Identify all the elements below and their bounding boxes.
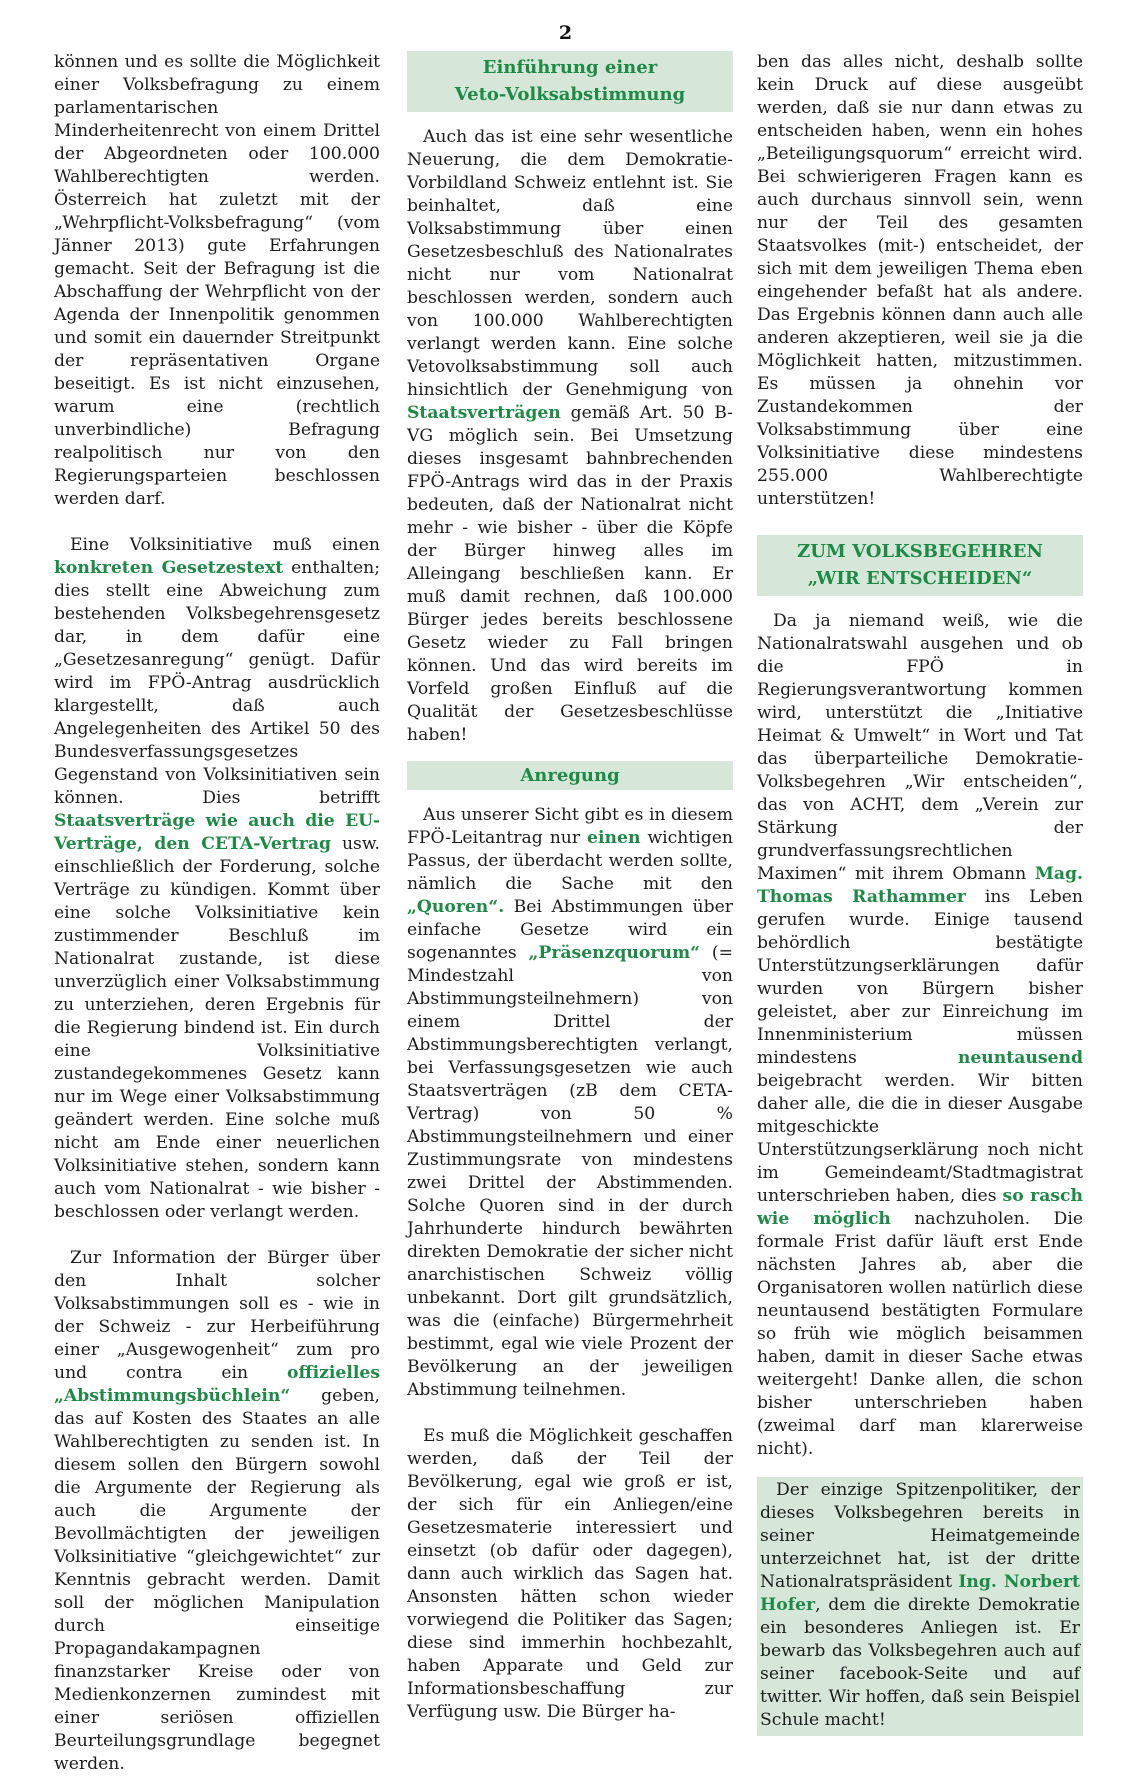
highlight-gesetzestext: konkreten Gesetzestext: [54, 558, 284, 578]
page-number: 2: [558, 22, 573, 44]
column-middle: [407, 51, 733, 1724]
highlight-quoren: „Quoren“.: [407, 897, 505, 917]
paragraph-moeglichkeit: Es muß die Möglichkeit geschaffen werden, daß der Teil der Bevölkerung, egal wie groß er ist, der sich für ein Anliegen/eine Gesetzesmaterie interessiert und einsetzt (ob dafür oder dagegen), dann auch wirklich das Sagen hat. Ansonsten hätten schon wieder vorwiegend die Politiker das Sagen; diese sind immerhin hochbezahlt, haben Apparate und Geld zur Informationsbeschaffung zur Verfügung usw. Die Bürger ha-: [407, 1426, 733, 1722]
highlight-praesenzquorum: „Präsenzquorum“: [528, 943, 701, 963]
highlight-neuntausend: neuntausend: [957, 1048, 1083, 1068]
heading-veto-volksabstimmung: Einführung einer Veto-Volksabstimmung: [407, 51, 733, 112]
column-right: [757, 51, 1083, 1736]
heading-anregung: Anregung: [407, 761, 733, 790]
paragraph-beteiligungsquorum: ben das alles nicht, deshalb sollte kein Druck auf diese ausgeübt werden, daß sie nur dann etwas zu entscheiden haben, wenn ein hohes „Beteiligungsquorum“ erreicht wird. Bei schwierigeren Fragen kann es auch durchaus sinnvoll sein, wenn nur der Teil des gesamten Staatsvolkes (mit-) entscheidet, der sich mit dem jeweiligen Thema eben eingehender befaßt hat als andere. Das Ergebnis können dann auch alle anderen akzeptieren, weil sie ja die Möglichkeit hatten, mitzustimmen. Es müssen ja ohnehin vor Zustandekommen der Volksabstimmung über eine Volksinitiative diese mindestens 255.000 Wahlberechtigte unterstützen!: [757, 52, 1083, 509]
paragraph-wehrpflicht: können und es sollte die Möglichkeit einer Volksbefragung zu einem parlamentarischen Minderheitenrecht von einem Drittel der Abgeordneten oder 100.000 Wahlberechtigten werden. Österreich hat zuletzt mit der „Wehrpflicht-Volksbefragung“ (vom Jänner 2013) gute Erfahrungen gemacht. Seit der Befragung ist die Abschaffung der Wehrpflicht von der Agenda der Innenpolitik genommen und somit ein dauernder Streitpunkt der repräsentativen Organe beseitigt. Es ist nicht einzusehen, warum eine (rechtlich unverbindliche) Befragung realpolitisch nur von den Regierungsparteien beschlossen werden darf.: [54, 52, 380, 509]
boxed-paragraph-hofer: Der einzige Spitzenpolitiker, der dieses Volksbegehren bereits in seiner Heimatgemeinde unterzeichnet hat, ist der dritte Nationalratspräsident Ing. Norbert Hofer, dem die direkte Demokratie ein besonderes Anliegen ist. Er bewarb das Volksbegehren auch auf seiner facebook-Seite und auf twitter. Wir hoffen, daß sein Beispiel Schule macht!: [757, 1477, 1083, 1736]
highlight-einen: einen: [587, 828, 641, 848]
paragraph-quoren: Aus unserer Sicht gibt es in diesem FPÖ-Leitantrag nur einen wichtigen Passus, der überdacht werden sollte, nämlich die Sache mit den „Quoren“. Bei Abstimmungen über einfache Gesetze wird ein sogenanntes „Präsenzquorum“ (= Mindestzahl von Abstimmungsteilnehmern) von einem Drittel der Abstimmungsberechtigten verlangt, bei Verfassungsgesetzen wie auch Staatsverträgen (zB dem CETA-Vertrag) von 50 % Abstimmungsteilnehmern und einer Zustimmungsrate von mindestens zwei Drittel der Abstimmenden. Solche Quoren sind in der durch Jahrhunderte hindurch bewährten direkten Demokratie der sicher nicht anarchistischen Schweiz völlig unbekannt. Dort gilt grundsätzlich, was die (einfache) Bürgermehrheit bestimmt, egal wie viele Prozent der Bevölkerung an der jeweiligen Abstimmung teilnehmen.: [407, 805, 733, 1400]
highlight-staatsvertraegen: Staatsverträgen: [407, 403, 561, 423]
paragraph-volksinitiative: Eine Volksinitiative muß einen konkreten Gesetzestext enthalten; dies stellt eine Abweichung zum bestehenden Volksbegehrensgesetz dar, in dem dafür eine „Gesetzesanregung“ genügt. Dafür wird im FPÖ-Antrag ausdrücklich klargestellt, daß auch Angelegenheiten des Artikel 50 des Bundesverfassungsgesetzes Gegenstand von Volksinitiativen sein können. Dies betrifft Staatsverträge wie auch die EU-Verträge, den CETA-Vertrag usw. einschließlich der Forderung, solche Verträge zu kündigen. Kommt über eine solche Volksinitiative kein zustimmender Beschluß im Nationalrat zustande, ist diese unverzüglich einer Volksabstimmung zu unterziehen, deren Ergebnis für die Regierung bindend ist. Ein durch eine Volksinitiative zustandegekommenes Gesetz kann nur im Wege einer Volksabstimmung geändert werden. Eine solche muß nicht am Ende einer neuerlichen Volksinitiative stehen, sondern kann auch vom Nationalrat - wie bisher - beschlossen oder verlangt werden.: [54, 535, 380, 1222]
paragraph-veto: Auch das ist eine sehr wesentliche Neuerung, die dem Demokratie-Vorbildland Schweiz entlehnt ist. Sie beinhaltet, daß eine Volksabstimmung über einen Gesetzesbeschluß des Nationalrates nicht nur vom Nationalrat beschlossen werden, sondern auch von 100.000 Wahlberechtigten verlangt werden kann. Eine solche Vetovolksabstimmung soll auch hinsichtlich der Genehmigung von Staatsverträgen gemäß Art. 50 B-VG möglich sein. Bei Umsetzung dieses insgesamt bahnbrechenden FPÖ-Antrags wird das in der Praxis bedeuten, daß der Nationalrat nicht mehr - wie bisher - über die Köpfe der Bürger hinweg alles im Alleingang beschließen kann. Er muß damit rechnen, daß 100.000 Bürger jedes bereits beschlossene Gesetz wieder zu Fall bringen können. Und das wird bereits im Vorfeld großen Einfluß auf die Qualität der Gesetzesbeschlüsse haben!: [407, 127, 733, 745]
highlight-staatsvertraege: Staatsverträge wie auch die EU-Verträge, den CETA-Vertrag: [54, 811, 380, 854]
highlight-rathammer: Mag. Thomas Rathammer: [757, 864, 1083, 907]
highlight-so-rasch: so rasch wie möglich: [757, 1186, 1083, 1229]
paragraph-abstimmungsbuechlein: Zur Information der Bürger über den Inhalt solcher Volksabstimmungen soll es - wie in der Schweiz - zur Herbeiführung einer „Ausgewogenheit“ zum pro und contra ein offizielles „Abstimmungsbüchlein“ geben, das auf Kosten des Staates an alle Wahlberechtigten zu senden ist. In diesem sollen den Bürgern sowohl die Argumente der Regierung als auch die Argumente der Bevollmächtigten der jeweiligen Volksinitiative “gleichgewichtet“ zur Kenntnis gebracht werden. Damit soll der möglichen Manipulation durch einseitige Propagandakampagnen finanzstarker Kreise oder von Medienkonzernen zumindest mit einer seriösen offiziellen Beurteilungsgrundlage begegnet werden.: [54, 1248, 380, 1774]
highlight-hofer: Ing. Norbert Hofer: [760, 1572, 1080, 1615]
column-left: [54, 51, 380, 1776]
paragraph-volksbegehren: Da ja niemand weiß, wie die Nationalratswahl ausgehen und ob die FPÖ in Regierungsverantwortung kommen wird, unterstützt die „Initiative Heimat & Umwelt“ in Wort und Tat das überparteiliche Demokratie-Volksbegehren „Wir entscheiden“, das von ACHT, dem „Verein zur Stärkung der grundverfassungsrechtlichen Maximen“ mit ihrem Obmann Mag. Thomas Rathammer ins Leben gerufen wurde. Einige tausend behördlich bestätigte Unterstützungserklärungen dafür wurden von Bürgern bisher geleistet, aber zur Einreichung im Innenministerium müssen mindestens neuntausend beigebracht werden. Wir bitten daher alle, die die in dieser Ausgabe mitgeschickte Unterstützungserklärung noch nicht im Gemeindeamt/Stadtmagistrat unterschrieben haben, dies so rasch wie möglich nachzuholen. Die formale Frist dafür läuft erst Ende nächsten Jahres ab, aber die Organisatoren wollen natürlich diese neuntausend bestätigten Formulare so früh wie möglich beisammen haben, damit in dieser Sache etwas weitergeht! Danke allen, die schon bisher unterschrieben haben (zweimal darf man klarerweise nicht).: [757, 611, 1083, 1459]
heading-wir-entscheiden: ZUM VOLKSBEGEHREN „WIR ENTSCHEIDEN“: [757, 535, 1083, 596]
highlight-abstimmungsbuechlein: offizielles „Abstimmungsbüchlein“: [54, 1363, 380, 1406]
